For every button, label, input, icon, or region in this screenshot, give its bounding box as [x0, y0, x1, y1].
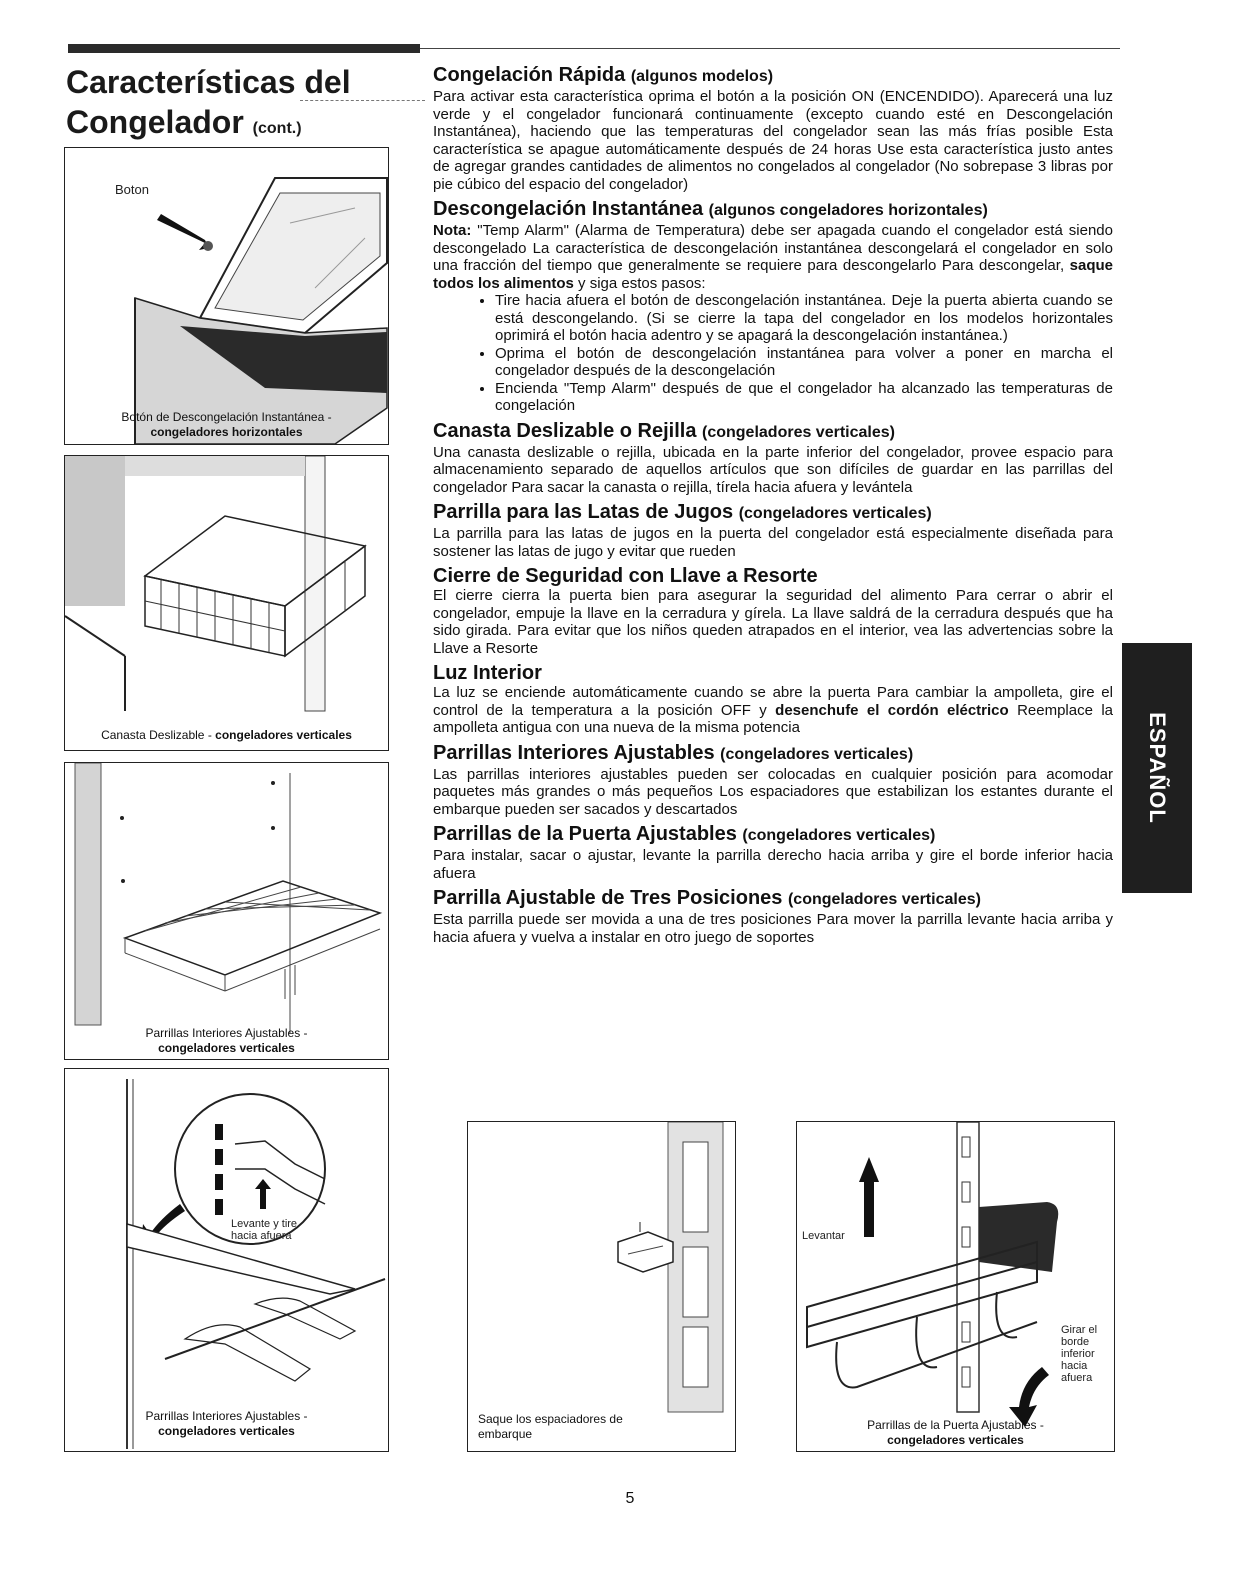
- heading-title: Parrillas Interiores Ajustables: [433, 741, 715, 764]
- lift-label: Levantar: [802, 1230, 845, 1242]
- figure-door-shelves: [796, 1121, 1115, 1452]
- caption-line1: Parrillas Interiores Ajustables -: [145, 1026, 308, 1040]
- text-part-b: y siga estos pasos:: [573, 274, 706, 292]
- turn-label-line2: borde: [1061, 1336, 1090, 1348]
- heading-title: Parrillas de la Puerta Ajustables: [433, 823, 737, 845]
- section-instant-defrost: [433, 198, 1113, 415]
- language-tab-label: ESPAÑOL: [1145, 712, 1170, 824]
- section-text: Una canasta deslizable o rejilla, ubicada en la parte inferior del congelador, provee espacio para almacenamiento separado de aquellos artículos que son difíciles de guardar en las parrillas del congelador Para sacar la canasta o rejilla, tírela hacia afuera y levántela: [433, 443, 1113, 496]
- section-sliding-basket: [433, 420, 1113, 497]
- list-item: • Tire hacia afuera el botón de descongelación instantánea. Deje la puerta abierta cuando se está descongelando. (Si se cierre la tapa del congelador en los modelos horizontales oprimirá el botón hacia adentro y se apagará la descongelación instantánea.): [495, 292, 1113, 345]
- callout-label: [231, 1218, 297, 1242]
- section-text: Para instalar, sacar o ajustar, levante la parrilla derecho hacia arriba y gire el borde inferior hacia afuera: [433, 847, 1113, 882]
- list-item: • Encienda "Temp Alarm" después de que el congelador ha alcanzado las temperaturas de congelación: [495, 380, 1113, 415]
- shelf-illustration: [65, 763, 388, 1059]
- heading-title: Cierre de Seguridad con Llave a Resorte: [433, 565, 818, 587]
- section-heading: [433, 565, 1113, 587]
- section-text: Para activar esta característica oprima el botón a la posición ON (ENCENDIDO). Aparecerá una luz verde y el congelador funcionará continuamente (excepto cuando esté en Descongelación Instantánea), haciendo que las temperaturas del congelador sean las más frías posible Esta característica se apague automáticamente después de 24 horas Use esta característica justo antes de agregar grandes cantidades de alimentos no congelados al congelador (No sobrepase 3 libras por pie cúbico del espacio del congelador): [433, 88, 1113, 193]
- section-heading: [433, 887, 1113, 911]
- figure-shelf-removal: [64, 1068, 389, 1452]
- heading-subtitle: (congeladores verticales): [787, 891, 981, 908]
- figure-sliding-basket: [64, 455, 389, 751]
- text-bold: saque todos los alimentos: [433, 257, 1113, 292]
- caption-line2: embarque: [478, 1427, 533, 1441]
- section-juice-can-rack: [433, 501, 1113, 560]
- section-door-shelves: [433, 823, 1113, 882]
- heading-title: Parrilla para las Latas de Jugos: [433, 501, 734, 523]
- heading-title: Descongelación Instantánea: [433, 198, 704, 220]
- heading-subtitle: (congeladores verticales): [738, 505, 932, 522]
- heading-subtitle: (congeladores verticales): [720, 745, 914, 763]
- heading-subtitle: (congeladores verticales): [742, 827, 936, 844]
- caption-line1: Saque los espaciadores de: [478, 1412, 623, 1426]
- caption-bold: congeladores verticales: [215, 728, 352, 742]
- text-part-a: La luz se enciende automáticamente cuando se abre la puerta Para cambiar la ampolleta, gire el control de la temperatura a la posición OFF y: [433, 684, 1113, 719]
- spacers-illustration: [468, 1122, 735, 1451]
- turn-label-line5: afuera: [1061, 1372, 1093, 1384]
- page-title-line1: Características del: [66, 64, 351, 100]
- heading-subtitle: (algunos congeladores horizontales): [708, 202, 988, 219]
- heading-title: Parrilla Ajustable de Tres Posiciones: [433, 887, 783, 909]
- callout-line2: hacia afuera: [231, 1230, 292, 1242]
- note-label: Nota:: [433, 222, 472, 239]
- turn-label-line3: inferior: [1061, 1348, 1095, 1360]
- caption-line1: Botón de Descongelación Instantánea -: [121, 410, 332, 424]
- turn-label-line1: Girar el: [1061, 1324, 1098, 1336]
- main-content: [433, 64, 1113, 951]
- caption-line2: congeladores verticales: [158, 1041, 295, 1055]
- title-divider: [300, 100, 425, 101]
- language-tab: [1122, 643, 1192, 893]
- text-bold: desenchufe el cordón eléctrico: [775, 701, 1009, 719]
- heading-title: Congelación Rápida: [433, 64, 626, 86]
- caption-line2: congeladores verticales: [158, 1424, 295, 1438]
- section-text: [433, 684, 1113, 737]
- text-part-b: Reemplace la ampolleta antigua con una nueva de la misma potencia: [433, 701, 1113, 736]
- section-text: Las parrillas interiores ajustables pueden ser colocadas en cualquier posición para acomodar paquetes más grandes o más pequeños Los espaciadores que estabilizan los estantes durante el embarque pueden ser sacados y descartados: [433, 765, 1113, 818]
- basket-illustration: [65, 456, 388, 750]
- heading-title: Canasta Deslizable o Rejilla: [433, 419, 697, 442]
- section-interior-light: [433, 662, 1113, 737]
- figure-interior-shelves: [64, 762, 389, 1060]
- figure-caption: [478, 1412, 623, 1442]
- section-heading: [433, 501, 1113, 525]
- caption-normal: Canasta Deslizable -: [101, 728, 216, 742]
- figure-caption: [65, 1026, 388, 1056]
- chest-freezer-illustration: [65, 148, 388, 444]
- turn-label-line4: hacia: [1061, 1360, 1088, 1372]
- text-part-a: "Temp Alarm" (Alarma de Temperatura) debe ser apagada cuando el congelador está siendo descongelado La característica de descongelación instantánea descongelará el congelador en solo una fracción del tiempo que generalmente se requiere para descongelarlo Para descongelar,: [433, 222, 1113, 274]
- section-quick-freeze: [433, 64, 1113, 193]
- section-safety-lock: [433, 565, 1113, 657]
- page-title-cont: (cont.): [252, 120, 302, 137]
- section-heading: [433, 742, 1113, 766]
- section-heading: [433, 662, 1113, 684]
- section-text: El cierre cierra la puerta bien para asegurar la seguridad del alimento Para cerrar o abrir el congelador, empuje la llave en la cerradura y gírela. La llave saldrá de la cerradura después que ha sido girada. Para evitar que los niños queden atrapados en el interior, vea las advertencias sobre la Llave a Resorte: [433, 587, 1113, 657]
- header-rule: [420, 48, 1120, 49]
- section-heading: [433, 64, 1113, 88]
- section-heading: [433, 420, 1113, 444]
- caption-line2: congeladores horizontales: [150, 425, 303, 439]
- shelf-removal-illustration: [65, 1069, 388, 1451]
- callout-line1: Levante y tire: [231, 1218, 298, 1230]
- caption-line1: Parrillas Interiores Ajustables -: [145, 1409, 308, 1423]
- figure-caption: [65, 410, 388, 440]
- heading-subtitle: (congeladores verticales): [702, 423, 895, 441]
- door-shelf-illustration: [797, 1122, 1114, 1451]
- section-text: La parrilla para las latas de jugos en la puerta del congelador está especialmente diseñada para sostener las latas de jugo y evitar que rueden: [433, 525, 1113, 560]
- header-bar: [68, 44, 420, 53]
- caption-line1: Parrillas de la Puerta Ajustables -: [867, 1418, 1044, 1432]
- section-interior-shelves: [433, 742, 1113, 819]
- section-heading: [433, 198, 1113, 222]
- section-heading: [433, 823, 1113, 847]
- section-text: Esta parrilla puede ser movida a una de tres posiciones Para mover la parrilla levante hacia arriba y hacia afuera y vuelva a instalar en otro juego de soportes: [433, 911, 1113, 946]
- section-text: [433, 222, 1113, 292]
- figure-caption: [65, 728, 388, 743]
- caption-line2: congeladores verticales: [887, 1433, 1024, 1447]
- figure-caption: [65, 1409, 388, 1439]
- figure-caption: [797, 1418, 1114, 1448]
- figure-instant-defrost: [64, 147, 389, 445]
- heading-title: Luz Interior: [433, 662, 542, 684]
- list-item: • Oprima el botón de descongelación instantánea para volver a poner en marcha el congelador después de la descongelación: [495, 345, 1113, 380]
- defrost-steps: [433, 292, 1113, 415]
- page-title: [66, 62, 426, 149]
- turn-label: [1061, 1324, 1097, 1384]
- page-title-line2: Congelador: [66, 104, 244, 140]
- figure-shipping-spacers: [467, 1121, 736, 1452]
- heading-subtitle: (algunos modelos): [630, 68, 774, 85]
- page-number: 5: [625, 1490, 635, 1507]
- section-three-position-shelf: [433, 887, 1113, 946]
- button-label: Boton: [115, 182, 149, 197]
